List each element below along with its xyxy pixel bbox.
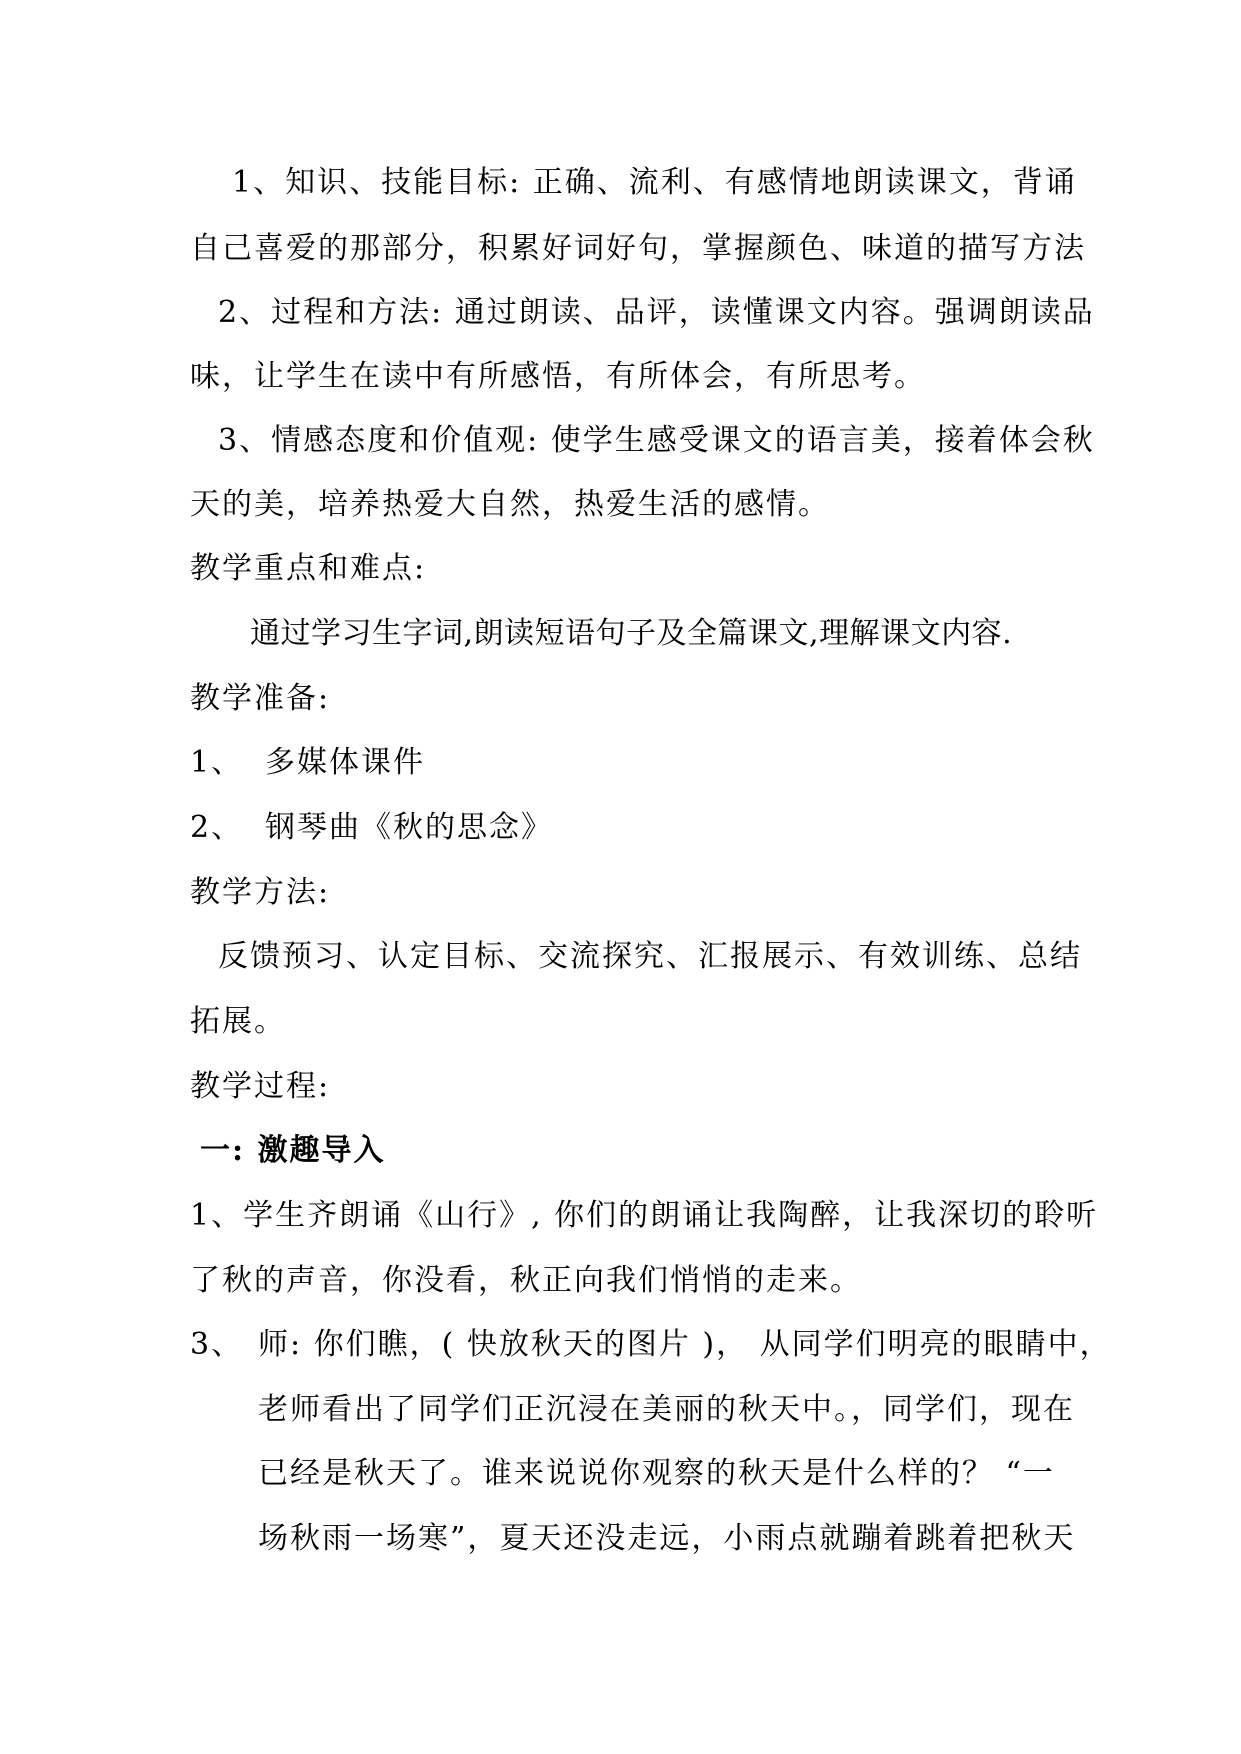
process-heading: 教学过程: xyxy=(190,1069,331,1104)
section-1-heading: 一: 激趣导入 xyxy=(200,1133,386,1168)
objective-1-line-1: 1、知识、技能目标: 正确、流利、有感情地朗读课文，背诵 xyxy=(232,165,1077,200)
objective-2-line-2: 味，让学生在读中有所感悟，有所体会，有所思考。 xyxy=(190,359,926,394)
preparation-heading: 教学准备: xyxy=(190,681,331,716)
objective-3-line-1: 3、情感态度和价值观: 使学生感受课文的语言美，接着体会秋 xyxy=(218,423,1095,458)
objective-2-line-1: 2、过程和方法: 通过朗读、品评，读懂课文内容。强调朗读品 xyxy=(218,295,1095,330)
key-points-text: 通过学习生字词,朗读短语句子及全篇课文,理解课文内容. xyxy=(250,616,1013,651)
preparation-item-1 xyxy=(190,743,425,783)
methods-heading: 教学方法: xyxy=(190,875,331,910)
methods-line-1: 反馈预习、认定目标、交流探究、汇报展示、有效训练、总结 xyxy=(218,939,1082,974)
preparation-item-1-text: 多媒体课件 xyxy=(265,745,425,780)
process-paragraph-3-line-1: 师: 你们瞧，( 快放秋天的图片 )， 从同学们明亮的眼睛中， xyxy=(258,1327,1112,1362)
preparation-item-1-number: 1、 xyxy=(190,745,244,780)
process-paragraph-3-number: 3、 xyxy=(190,1327,244,1362)
process-paragraph-3-line-4: 场秋雨一场寒”，夏天还没走远，小雨点就蹦着跳着把秋天 xyxy=(258,1521,1076,1556)
process-paragraph-3-line-3: 已经是秋天了。谁来说说你观察的秋天是什么样的？ “一 xyxy=(258,1456,1055,1491)
preparation-item-2-number: 2、 xyxy=(190,810,244,845)
preparation-item-2-text: 钢琴曲《秋的思念》 xyxy=(265,810,553,845)
preparation-item-2 xyxy=(190,808,553,848)
process-paragraph-1-line-2: 了秋的声音，你没看，秋正向我们悄悄的走来。 xyxy=(190,1263,862,1298)
process-paragraph-1-line-1: 1、学生齐朗诵《山行》, 你们的朗诵让我陶醉，让我深切的聆听 xyxy=(190,1198,1099,1233)
process-paragraph-3-line-2: 老师看出了同学们正沉浸在美丽的秋天中。，同学们，现在 xyxy=(258,1392,1075,1427)
objective-3-line-2: 天的美，培养热爱大自然，热爱生活的感情。 xyxy=(190,487,830,522)
methods-line-2: 拓展。 xyxy=(190,1004,286,1039)
key-points-heading: 教学重点和难点: xyxy=(190,551,427,586)
objective-1-line-2: 自己喜爱的那部分，积累好词好句，掌握颜色、味道的描写方法 xyxy=(190,231,1086,266)
